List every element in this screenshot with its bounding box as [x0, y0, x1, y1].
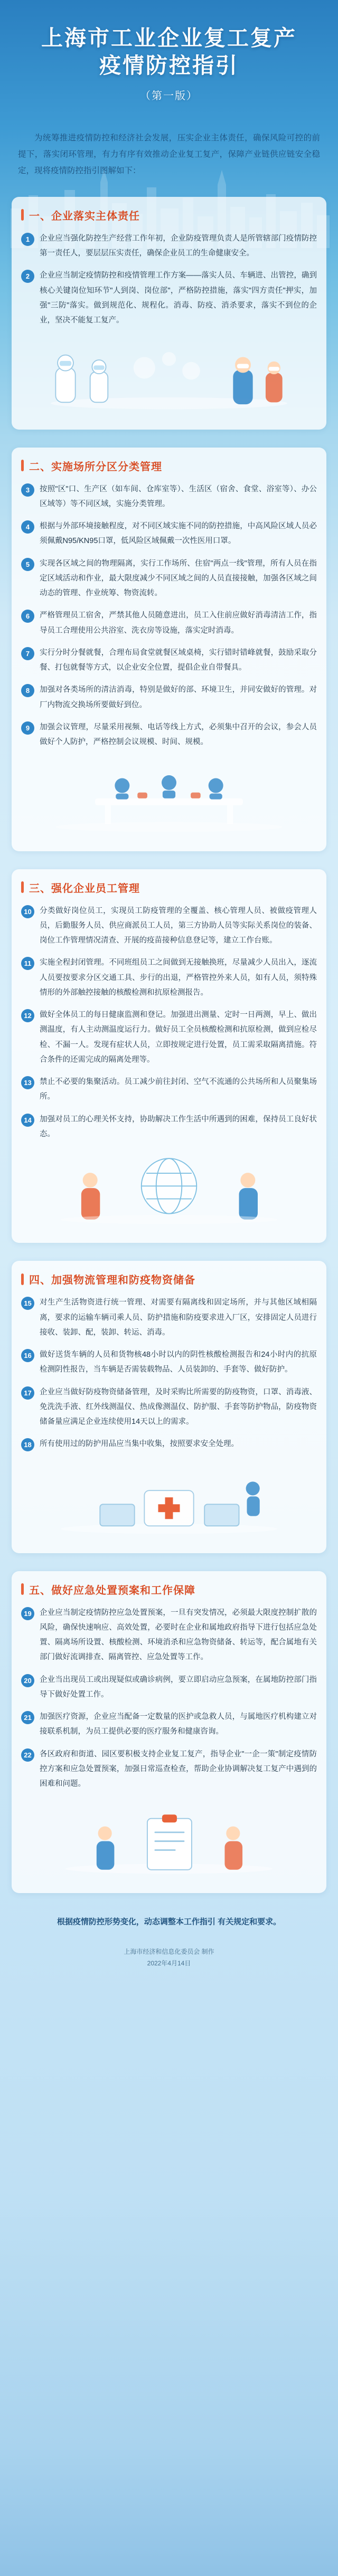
section-5-title: 五、做好应急处置预案和工作保障: [29, 1584, 195, 1596]
list-item: [21, 519, 317, 549]
list-item: [21, 1605, 317, 1665]
item-text: 实施全程封闭管理。不同班组员工之间做到无接触换班，尽量减少人员出入，逐流人员要按要求分区交通工具、步行的出退，严格管控外来人员，如有人员，须特殊情形的外部触控接触的核酸检测和抗原检测报告。: [40, 958, 317, 997]
list-item: [21, 1437, 317, 1451]
illustration-supplies: [21, 1459, 317, 1538]
globe-icon: [21, 1149, 317, 1228]
item-number: 2: [21, 270, 34, 283]
item-text: 企业应当制定疫情防控和疫情管理工作方案——落实人员、车辆进、出管控，确到核心关键岗位知环节"人到岗、岗位部"，严格防控措施，落实"四方责任"押实，加强"三防"落实。做到规范化、规程化。消毒、防疫、消杀要求，落实不到位的企业，坚决不能复工复产。: [40, 271, 317, 325]
footer-org-line1: 上海市经济和信息化委员会 制作: [124, 1947, 214, 1955]
item-number: 5: [21, 558, 34, 571]
list-item: [21, 1347, 317, 1377]
list-item: [21, 904, 317, 948]
section-4: [12, 1261, 326, 1553]
item-number: 12: [21, 1009, 34, 1022]
section-4-title: 四、加强物流管理和防疫物资储备: [29, 1275, 195, 1287]
list-item: [21, 608, 317, 638]
item-text: 企业当出现员工或出现疑似或确诊病例，要立即启动应急预案，在属地防控部门指导下做好处置工作。: [40, 1675, 317, 1699]
section-3: [12, 869, 326, 1243]
item-text: 按照"区"口、生产区（如车间、仓库室等）、生活区（宿舍、食堂、浴室等）、办公区域等）等不同区域，实施分类管理。: [40, 484, 317, 508]
item-text: 做好送货车辆的人员和货物核48小时以内的阴性核酸检测报告和24小时内的抗原检测阴性报告，当车辆是否需装载物品、人员装卸的、手套等、做好防护。: [40, 1351, 317, 1374]
list-item: [21, 720, 317, 750]
list-item: [21, 1672, 317, 1703]
item-number: 11: [21, 957, 34, 970]
item-text: 加强对各类场所的清洁消毒，特别是做好的部、环境卫生，并同安做好的管理。对厂内物流交换场所要做好到位。: [40, 686, 317, 709]
item-text: 根据与外部环境接触程度，对不同区域实施不同的防控措施，中高风险区域人员必须佩戴N95/KN95口罩，低风险区域佩戴一次性医用口罩。: [40, 522, 317, 546]
list-item: [21, 1709, 317, 1739]
section-1-header: [21, 207, 317, 223]
item-number: 19: [21, 1607, 34, 1620]
item-text: 加强医疗资源，企业应当配备一定数量的医护或急救人员，与属地医疗机构建立对接联系机制，为员工提供必要的医疗服务和健康咨询。: [40, 1713, 317, 1736]
footer-org-date: 2022年4月14日: [147, 1960, 191, 1967]
item-text: 禁止不必要的集聚活动。员工减少前往封闭、空气不流通的公共场所和人员聚集场所。: [40, 1078, 317, 1101]
item-number: 7: [21, 647, 34, 660]
footer-organization: [0, 1946, 338, 1970]
item-number: 20: [21, 1674, 34, 1687]
footer-note: 根据疫情防控形势变化，动态调整本工作指引 有关规定和要求。: [57, 1917, 281, 1926]
poster-header: [0, 0, 338, 116]
list-item: [21, 1295, 317, 1340]
section-1-title: 一、企业落实主体责任: [29, 210, 140, 222]
list-item: [21, 1075, 317, 1105]
page-title-line2: 疫情防控指引: [99, 53, 239, 78]
item-number: 13: [21, 1076, 34, 1089]
section-2-header: [21, 458, 317, 473]
item-number: 9: [21, 721, 34, 735]
section-3-title: 三、强化企业员工管理: [29, 882, 140, 895]
list-item: [21, 1007, 317, 1067]
list-item: [21, 1112, 317, 1142]
item-text: 加强对员工的心理关怀支持，协助解决工作生活中所遇到的困难，保持员工良好状态。: [40, 1115, 317, 1138]
section-2: [12, 448, 326, 851]
illustration-workers-ppe: [21, 336, 317, 415]
item-number: 8: [21, 684, 34, 697]
item-text: 严格管理员工宿舍，严禁其他人员随意进出，员工入住前应做好消毒清洁工作，指导员工合理使用公共浴室、洗衣房等设施，落实定时消毒。: [40, 611, 317, 635]
item-text: 各区政府和街道、园区要积极支持企业复工复产，指导企业"一企一策"制定疫情防控方案和应急处置预案，加强日常巡查检查，帮助企业协调解决复工复产中遇到的困难和问题。: [40, 1750, 317, 1789]
clipboard-icon: [21, 1799, 317, 1878]
section-1: [12, 197, 326, 430]
list-item: [21, 482, 317, 512]
item-text: 企业应当制定疫情防控应急处置预案，一旦有突发情况，必须最大限度控制扩散的风险，确保快速响应、高效处置，必要时在企业和属地政府指导下进行包括应急处置、隔离场所设置、核酸检测、环境消杀和应急物资储备、转运等，配合属地有关部门做好流调排查、隔离管控、应急处置等工作。: [40, 1608, 317, 1662]
item-number: 17: [21, 1386, 34, 1400]
canteen-icon: [21, 757, 317, 837]
medical-supplies-icon: [21, 1459, 317, 1538]
item-text: 实现各区域之间的物理隔离，实行工作场所、住宿"两点一线"管理，所有人员在指定区域活动和作业，最大限度减少不同区域之间的人员直接接触，加强各区域之间动态的管理、作业统筹、物资流转。: [40, 559, 317, 598]
illustration-globe-workers: [21, 1149, 317, 1228]
item-text: 企业应当做好防疫物资储备管理，及时采购比所需要的防疫物资，口罩、消毒液、免洗洗手液、红外线测温仪、热成像测温仪、防护服、手套等防护物品，防疫物资储备量应满足企业连续使用14天以上的需求。: [40, 1387, 317, 1427]
item-number: 4: [21, 520, 34, 534]
item-number: 22: [21, 1748, 34, 1762]
item-text: 加强会议管理，尽量采用视频、电话等线上方式，必须集中召开的会议，参会人员做好个人防护，严格控制会议规模、时间、规模。: [40, 723, 317, 747]
section-accent-bar: [21, 1273, 24, 1285]
section-accent-bar: [21, 881, 24, 893]
section-3-header: [21, 880, 317, 895]
list-item: [21, 556, 317, 601]
list-item: [21, 1385, 317, 1430]
page-title-line1: 上海市工业企业复工复产: [41, 26, 297, 50]
section-accent-bar: [21, 209, 24, 221]
list-item: [21, 268, 317, 328]
item-number: 6: [21, 610, 34, 623]
section-accent-bar: [21, 1583, 24, 1595]
list-item: [21, 645, 317, 676]
item-number: 21: [21, 1711, 34, 1724]
item-text: 企业应当强化防控生产经营工作年初，企业防疫管理负责人是所管辖部门疫情防控第一责任人，要层层压实责任，确保企业员工的生命健康安全。: [40, 234, 317, 258]
item-text: 实行分时分餐就餐，合理布局食堂就餐区域桌椅，实行错时错峰就餐，鼓励采取分餐、打包就餐等方式，以企业安全位置，提倡企业自带餐具。: [40, 648, 317, 672]
ppe-worker-icon: [21, 336, 317, 415]
item-text: 对生产生活物资进行统一管理、对需要有隔离线和固定场所，并与其他区域相隔离，要求的运输车辆司乘人员、防护措施和防疫要求进入厂区，安排固定人员进行接收、装卸、配，装卸、转运、消毒。: [40, 1298, 317, 1337]
item-number: 16: [21, 1349, 34, 1362]
list-item: [21, 231, 317, 261]
list-item: [21, 682, 317, 712]
list-item: [21, 1747, 317, 1792]
intro-paragraph: 为统筹推进疫情防控和经济社会发展，压实企业主体责任，确保风险可控的前提下，落实闭环管理，有力有序有效推动企业复工复产，保障产业链供应链安全稳定，现将疫情防控指引图解如下：: [18, 133, 320, 175]
item-text: 所有使用过的防护用品应当集中收集，按照要求安全处理。: [40, 1440, 239, 1449]
list-item: [21, 955, 317, 1000]
item-number: 1: [21, 233, 34, 246]
item-text: 做好全体员工的每日健康监测和登记。加强进出测量、定时一日两测，早上、做出测温度，有人主动测温度运行力。做好员工全员核酸检测和抗原检测，做到应检尽检、不漏一人。发现有症状人员，立即按规定进行处置，员工需采取隔离措施。符合条件的还需完成的隔离处理等。: [40, 1011, 317, 1064]
illustration-clipboard: [21, 1799, 317, 1878]
section-5-header: [21, 1582, 317, 1597]
footer-spacer: [0, 1975, 338, 1996]
section-5: [12, 1571, 326, 1893]
item-number: 3: [21, 483, 34, 497]
section-2-title: 二、实施场所分区分类管理: [29, 461, 162, 473]
item-number: 14: [21, 1114, 34, 1127]
section-4-header: [21, 1271, 317, 1287]
item-number: 10: [21, 905, 34, 918]
item-text: 分类做好岗位员工，实现员工防疫管理的全覆盖、核心管理人员、被做疫管理人员，后勤服务人员、供应商派员工人员，第三方协助人员等实际关系岗位的装备、岗位工作管理情况清查、开展的疫苗接种信息登记等，建立工作台账。: [40, 906, 317, 945]
illustration-canteen: [21, 757, 317, 837]
section-accent-bar: [21, 460, 24, 471]
item-number: 18: [21, 1438, 34, 1451]
page-subtitle: （第一版）: [140, 90, 198, 102]
item-number: 15: [21, 1297, 34, 1310]
